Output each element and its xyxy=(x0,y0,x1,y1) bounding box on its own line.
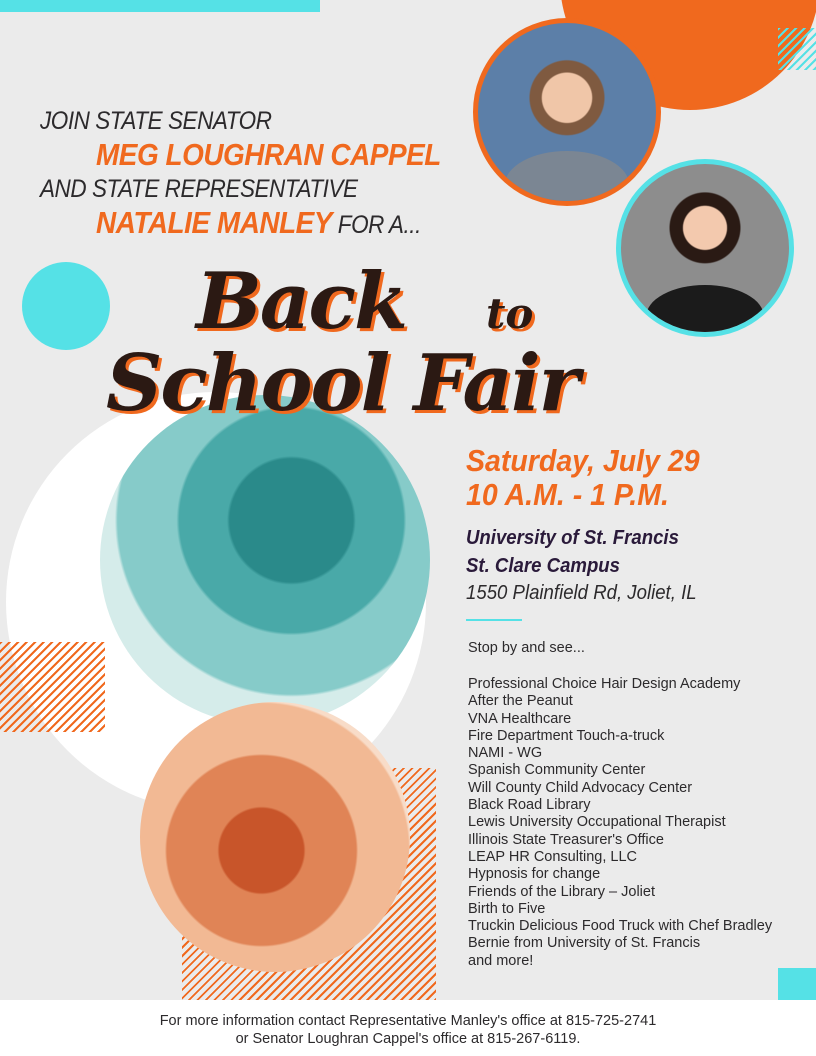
orange-stripes-left-decoration xyxy=(0,642,105,732)
for-a-text: FOR A... xyxy=(332,211,421,239)
list-item: NAMI - WG xyxy=(468,745,543,762)
list-item: After the Peanut xyxy=(468,693,573,710)
footer-line-2: or Senator Loughran Cappel's office at 815-267-6119. xyxy=(235,1031,581,1047)
list-item: Illinois State Treasurer's Office xyxy=(468,831,664,848)
list-item: Lewis University Occupational Therapist xyxy=(468,814,726,831)
headline-school-fair: School Fair xyxy=(106,338,578,429)
list-item: LEAP HR Consulting, LLC xyxy=(468,848,637,865)
list-item: Black Road Library xyxy=(468,797,591,814)
venue-line-2: St. Clare Campus xyxy=(466,555,621,577)
headline-back: Back xyxy=(196,256,407,347)
list-item: Birth to Five xyxy=(468,900,546,917)
event-venue xyxy=(466,524,679,580)
contact-footer xyxy=(0,1000,816,1056)
event-date: Saturday, July 29 xyxy=(466,443,700,478)
vendor-list xyxy=(468,676,772,970)
senator-portrait xyxy=(473,18,661,206)
intro-line-1: JOIN STATE SENATOR xyxy=(40,107,272,135)
cyan-stripes-decoration xyxy=(778,28,816,70)
top-cyan-bar xyxy=(0,0,320,12)
event-address: 1550 Plainfield Rd, Joliet, IL xyxy=(466,582,697,604)
student-photo xyxy=(100,395,430,725)
event-time: 10 A.M. - 1 P.M. xyxy=(466,477,669,512)
list-item: Fire Department Touch-a-truck xyxy=(468,727,665,744)
list-item: Spanish Community Center xyxy=(468,762,646,779)
list-item: VNA Healthcare xyxy=(468,710,572,727)
cyan-dot-decoration xyxy=(22,262,110,350)
list-item: Truckin Delicious Food Truck with Chef Bradley xyxy=(468,918,773,935)
representative-line xyxy=(96,206,421,242)
event-date-time xyxy=(466,444,700,512)
senator-portrait-shoulders xyxy=(505,151,630,206)
representative-name: NATALIE MANLEY xyxy=(96,205,333,240)
senator-name xyxy=(96,138,441,174)
footer-line-1: For more information contact Representative Manley's office at 815-725-2741 xyxy=(159,1013,657,1029)
children-backpacks-photo xyxy=(140,702,410,972)
intro-line-3: AND STATE REPRESENTATIVE xyxy=(40,175,358,203)
list-item: Professional Choice Hair Design Academy xyxy=(468,676,741,692)
cyan-divider xyxy=(466,619,522,621)
list-item: Bernie from University of St. Francis xyxy=(468,935,701,952)
vendors-intro: Stop by and see... xyxy=(468,640,585,656)
senator-name-text: MEG LOUGHRAN CAPPEL xyxy=(96,137,441,172)
representative-portrait-shoulders xyxy=(646,285,764,337)
representative-portrait xyxy=(616,159,794,337)
headline-to: to xyxy=(486,289,534,338)
list-item: Will County Child Advocacy Center xyxy=(468,779,693,796)
venue-line-1: University of St. Francis xyxy=(466,527,679,549)
list-item: and more! xyxy=(468,952,534,969)
list-item: Hypnosis for change xyxy=(468,866,601,883)
list-item: Friends of the Library – Joliet xyxy=(468,883,655,900)
